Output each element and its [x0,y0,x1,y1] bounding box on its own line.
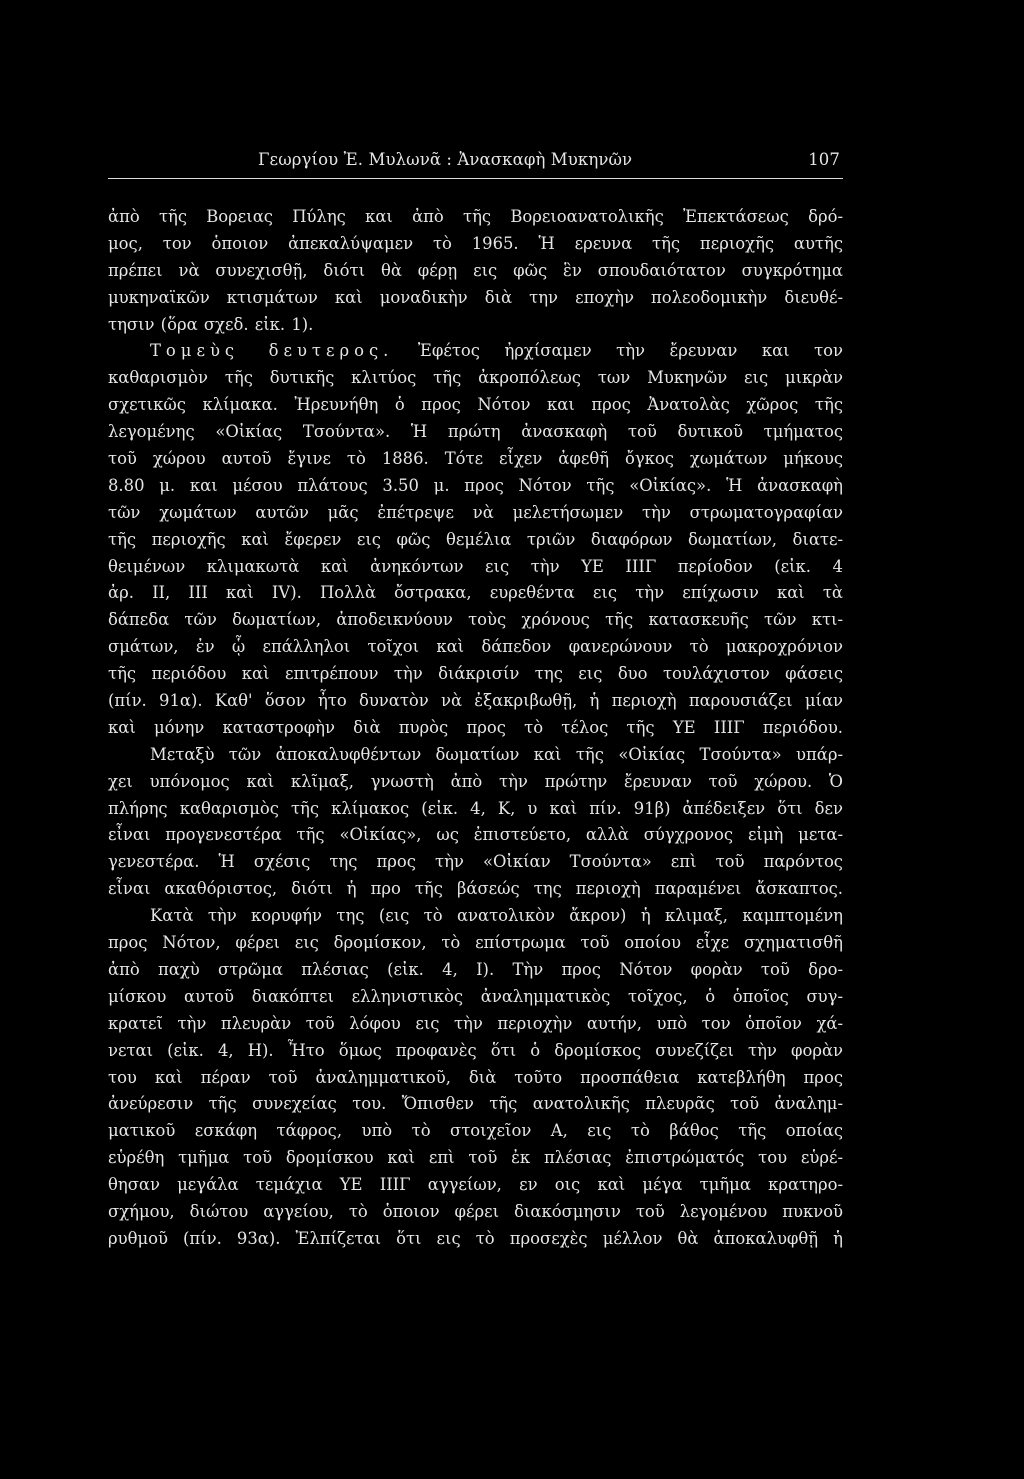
text-line: ματικοῦ εσκάφη τάφρος, υπὸ τὸ στοιχεῖον Α, εις τὸ βάθος τῆς οποίας [108,1121,843,1141]
text-line: δάπεδα τῶν δωματίων, ἀποδεικνύουν τοὺς χρόνους τῆς κατασκευῆς τῶν κτι- [108,610,843,630]
text-line: λεγομένης «Οἰκίας Τσούντα». Ἡ πρώτη ἀνασκαφὴ τοῦ δυτικοῦ τμήματος [108,422,843,442]
page-number: 107 [808,150,840,169]
text-line: μος, τον ὁποιον ἀπεκαλύψαμεν τὸ 1965. Ἡ ερευνα τῆς περιοχῆς αυτῆς [108,233,843,253]
text-line: Κατὰ τὴν κορυφήν της (εις τὸ ανατολικὸν ἄκρον) ἡ κλιμαξ, καμπτομένη [150,906,843,926]
text-line: ἀρ. ΙΙ, ΙΙΙ καὶ ΙV). Πολλὰ ὄστρακα, ευρεθέντα εις τὴν επίχωσιν καὶ τὰ [108,583,843,603]
text-line: εἶναι προγενεστέρα τῆς «Οἰκίας», ως ἐπιστεύετο, αλλὰ σύγχρονος εἰμὴ μετα- [108,825,843,845]
text-line: σμάτων, ἐν ᾧ επάλληλοι τοῖχοι καὶ δάπεδον φανερώνουν τὸ μακροχρόνιον [108,637,843,657]
section-line-text: Ἐφέτος ἠρχίσαμεν τὴν ἔρευναν και τον [393,341,843,361]
text-line: ἀνεύρεσιν τῆς συνεχείας του. Ὄπισθεν τῆς ανατολικῆς πλευρᾶς τοῦ ἀναλημ- [108,1094,843,1114]
text-line: κρατεῖ τὴν πλευρὰν τοῦ λόφου εις τὴν περιοχὴν αυτήν, υπὸ τον ὁποῖον χά- [108,1013,843,1033]
text-line: Μεταξὺ τῶν ἀποκαλυφθέντων δωματίων καὶ τῆς «Οἰκίας Τσούντα» υπάρ- [150,744,843,764]
running-header-title: Γεωργίου Ἐ. Μυλωνᾶ : Ἀνασκαφὴ Μυκηνῶν [258,150,633,169]
text-line: ἀπὸ παχὺ στρῶμα πλέσιας (εἰκ. 4, Ι). Τὴν προς Νότον φορὰν τοῦ δρο- [108,959,843,979]
text-line: χει υπόνομος καὶ κλῖμαξ, γνωστὴ ἀπὸ τὴν πρώτην ἔρευναν τοῦ χώρου. Ὁ [108,771,843,791]
text-line: του καὶ πέραν τοῦ ἀναλημματικοῦ, διὰ τοῦτο προσπάθεια κατεβλήθη προς [108,1067,843,1087]
text-line: (πίν. 91α). Καθ' ὅσον ἦτο δυνατὸν νὰ ἐξακριβωθῇ, ἡ περιοχὴ παρουσιάζει μίαν [108,691,843,711]
text-line [108,338,843,365]
body-text [108,204,843,1253]
text-line: τῶν χωμάτων αυτῶν μᾶς ἐπέτρεψε νὰ μελετήσωμεν τὴν στρωματογραφίαν [108,502,843,522]
header-rule [108,178,843,179]
text-line: σχήμου, διώτου αγγείου, τὸ ὁποιον φέρει διακόσμησιν τοῦ λεγομένου πυκνοῦ [108,1201,843,1221]
text-line: τησιν (ὅρα σχεδ. εἰκ. 1). [108,314,314,334]
text-line: θειμένων κλιμακωτὰ καὶ ἀνηκόντων εις τὴν ΥΕ ΙΙΙΓ περίοδον (εἰκ. 4 [108,556,843,576]
text-line: προς Νότον, φέρει εις δρομίσκον, τὸ επίστρωμα τοῦ οποίου εἶχε σχηματισθῆ [108,933,843,953]
text-line: καὶ μόνην καταστροφὴν διὰ πυρὸς προς τὸ τέλος τῆς ΥΕ ΙΙΙΓ περιόδου. [108,717,843,737]
text-line: σχετικῶς κλίμακα. Ἠρευνήθη ὁ προς Νότον και προς Ἀνατολὰς χῶρος τῆς [108,395,843,415]
text-line: τοῦ χώρου αυτοῦ ἔγινε τὸ 1886. Τότε εἶχεν ἀφεθῆ ὄγκος χωμάτων μήκους [108,449,843,469]
text-line: μυκηναϊκῶν κτισμάτων καὶ μοναδικὴν διὰ την εποχὴν πολεοδομικὴν διευθέ- [108,287,843,307]
section-heading: Τομεὺς δευτερος. [150,341,394,361]
running-header [258,150,840,169]
text-line: θησαν μεγάλα τεμάχια ΥΕ ΙΙΙΓ αγγείων, εν οις καὶ μέγα τμῆμα κρατηρο- [108,1175,843,1195]
text-line: εἶναι ακαθόριστος, διότι ἡ προ τῆς βάσεώς της περιοχὴ παραμένει ἄσκαπτος. [108,879,843,899]
text-line: μίσκου αυτοῦ διακόπτει ελληνιστικὸς ἀναλημματικὸς τοῖχος, ὁ ὁποῖος συγ- [108,986,843,1006]
text-line: πλήρης καθαρισμὸς τῆς κλίμακος (εἰκ. 4, Κ, υ καὶ πίν. 91β) ἀπέδειξεν ὅτι δεν [108,798,843,818]
text-line: τῆς περιόδου καὶ επιτρέπουν τὴν διάκρισίν της εις δυο τουλάχιστον φάσεις [108,664,843,684]
text-line: εὑρέθη τμῆμα τοῦ δρομίσκου καὶ επὶ τοῦ ἐκ πλέσιας ἐπιστρώματός του εὑρέ- [108,1148,843,1168]
text-line: ρυθμοῦ (πίν. 93α). Ἐλπίζεται ὅτι εις τὸ προσεχὲς μέλλον θὰ ἀποκαλυφθῇ ἡ [108,1228,843,1248]
text-line: γενεστέρα. Ἡ σχέσις της προς τὴν «Οἰκίαν Τσούντα» επὶ τοῦ παρόντος [108,852,843,872]
text-line: πρέπει νὰ συνεχισθῇ, διότι θὰ φέρῃ εις φῶς ἓν σπουδαιότατον συγκρότημα [108,260,843,280]
text-line: ἀπὸ τῆς Βορειας Πύλης και ἀπὸ τῆς Βορειοανατολικῆς Ἐπεκτάσεως δρό- [108,207,843,226]
text-line: νεται (εἰκ. 4, Η). Ἦτο ὅμως προφανὲς ὅτι ὁ δρομίσκος συνεζίζει τὴν φορὰν [108,1040,843,1060]
text-line: τῆς περιοχῆς καὶ ἔφερεν εις φῶς θεμέλια τριῶν διαφόρων δωματίων, διατε- [108,529,843,549]
text-line: 8.80 μ. και μέσου πλάτους 3.50 μ. προς Νότον τῆς «Οἰκίας». Ἡ ἀνασκαφὴ [108,475,843,495]
text-line: καθαρισμὸν τῆς δυτικῆς κλιτύος τῆς ἀκροπόλεως των Μυκηνῶν εις μικρὰν [108,368,843,388]
